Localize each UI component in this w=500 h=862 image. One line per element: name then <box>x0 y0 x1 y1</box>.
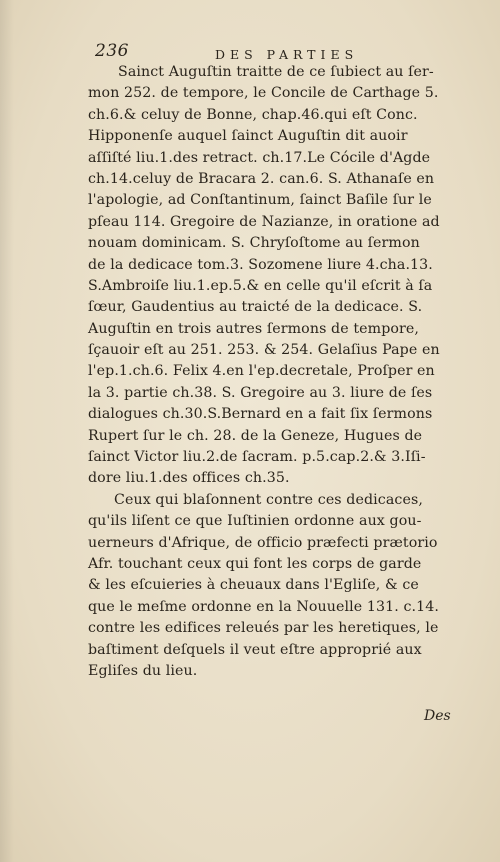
text-line: de la dedicace tom.3. Sozomene liure 4.cha.13. <box>88 256 433 273</box>
text-line: dore liu.1.des offices ch.35. <box>88 470 290 487</box>
text-line: Ceux qui blaſonnent contre ces dedicaces, <box>114 491 423 508</box>
text-line: nouam dominicam. S. Chryſoſtome au ſermon <box>88 235 420 252</box>
text-line: ſœur, Gaudentius au traicté de la dedicace. S. <box>88 299 423 316</box>
text-line: la 3. partie ch.38. S. Gregoire au 3. liure de ſes <box>88 384 433 401</box>
page-number: 236 <box>95 41 129 61</box>
text-line: ſainct Victor liu.2.de ſacram. p.5.cap.2.& 3.Iſi- <box>88 449 426 466</box>
text-line: aſſiſté liu.1.des retract. ch.17.Le Cócile d'Agde <box>88 149 431 166</box>
text-line: ch.6.& celuy de Bonne, chap.46.qui eſt Conc. <box>88 106 418 123</box>
text-line: Rupert ſur le ch. 28. de la Geneze, Hugues de <box>88 427 423 444</box>
text-line: qu'ils liſent ce que Iuſtinien ordonne aux gou- <box>88 513 422 530</box>
text-line: Afr. touchant ceux qui font les corps de garde <box>88 555 422 572</box>
text-line: S.Ambroiſe liu.1.ep.5.& en celle qu'il eſcrit à ſa <box>88 277 433 294</box>
text-line: & les eſcuieries à cheuaux dans l'Egliſe, & ce <box>88 577 419 594</box>
text-body <box>88 62 472 682</box>
text-line: Hipponenſe auquel ſainct Auguſtin dit auoir <box>88 128 408 145</box>
text-line: mon 252. de tempore, le Concile de Carthage 5. <box>88 85 439 102</box>
page-gutter-shadow <box>0 0 14 862</box>
text-line: Auguſtin en trois autres ſermons de tempore, <box>88 320 420 337</box>
text-line: que le meſme ordonne en la Nouuelle 131. c.14. <box>88 598 440 615</box>
text-line: contre les edifices releués par les heretiques, le <box>88 620 439 637</box>
text-line: baſtiment deſquels il veut eſtre approprié aux <box>88 641 422 658</box>
running-head: DES PARTIES <box>215 47 359 62</box>
text-line: dialogues ch.30.S.Bernard en a fait ſix ſermons <box>88 406 433 423</box>
text-line: ch.14.celuy de Bracara 2. can.6. S. Athanaſe en <box>88 170 435 187</box>
text-line: pſeau 114. Gregoire de Nazianze, in oratione ad <box>88 213 440 230</box>
catchword: Des <box>424 708 451 724</box>
text-line: l'ep.1.ch.6. Felix 4.en l'ep.decretale, Proſper en <box>88 363 435 380</box>
text-line: ſçauoir eſt au 251. 253. & 254. Gelaſius Pape en <box>88 342 440 359</box>
text-line: l'apologie, ad Conſtantinum, ſainct Baſile ſur le <box>88 192 432 209</box>
text-line: uerneurs d'Afrique, de officio præfecti prætorio <box>88 534 438 551</box>
text-line: Sainct Auguſtin traitte de ce ſubiect au ſer- <box>118 64 434 80</box>
text-line: Egliſes du lieu. <box>88 662 198 679</box>
